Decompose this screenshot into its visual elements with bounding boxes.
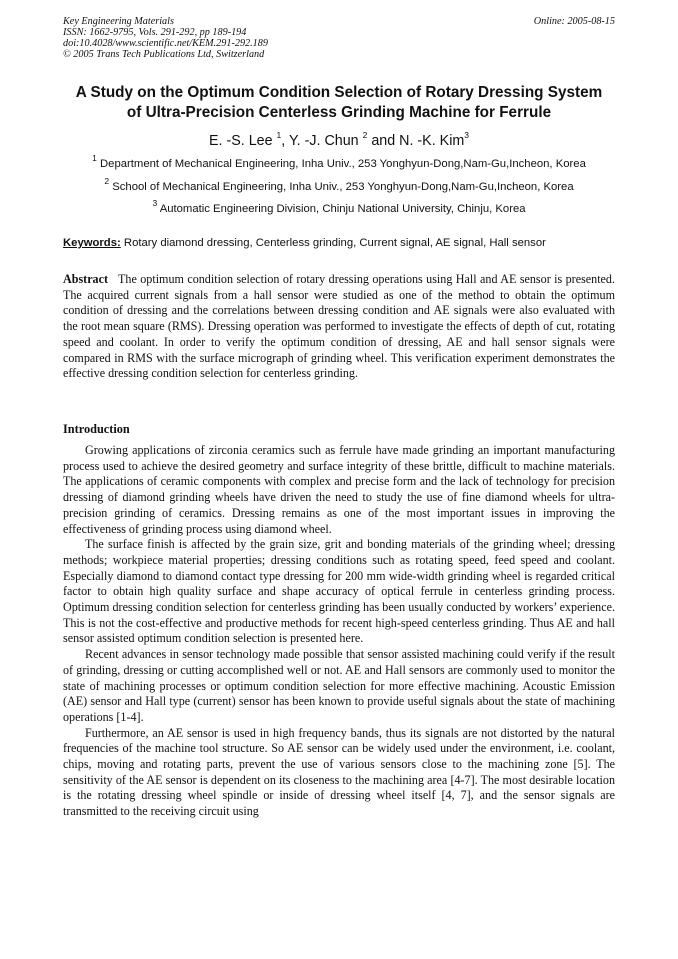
affiliation-3-text: Automatic Engineering Division, Chinju National University, Chinju, Korea bbox=[159, 203, 526, 215]
author-2-affiliation-mark: 2 bbox=[362, 130, 368, 141]
intro-paragraph-2: The surface finish is affected by the grain size, grit and bonding materials of the grinding wheel; dressing methods; workpiece material properties; dressing conditions such as rotating speed, feed speed and coolant. Especially diamond to diamond contact type dressing for 200 mm wide-width grinding wheel is regarded critical factor to obtain high quality surface and shape accuracy of optical ferrule in centerless grinding process. Optimum dressing condition selection for centerless grinding has been usually conducted by workers’ experience. This is not the cost-effective and productive methods for recent high-speed centerless grinding. Thus AE and hall sensor assisted optimum condition selection is presented here. bbox=[63, 537, 615, 646]
affiliation-3-mark: 3 bbox=[152, 198, 158, 209]
journal-name: Key Engineering Materials bbox=[63, 16, 174, 27]
title-line-1: A Study on the Optimum Condition Selection of Rotary Dressing System bbox=[75, 84, 603, 101]
intro-paragraph-4: Furthermore, an AE sensor is used in high frequency bands, thus its signals are not distorted by the natural frequencies of the machine tool structure. So AE sensor can be widely used under the environment, i.e. coolant, chips, moving and rotating parts, prevent the use of various sensors close to the machining zone [5]. The sensitivity of the AE sensor is dependent on its closeness to the machining area [4-7]. The most desirable location is the rotating dressing wheel spindle or inside of dressing wheel itself [4, 7], and the sensor signals are transmitted to the receiving circuit using bbox=[63, 725, 615, 819]
affiliation-2-text: School of Mechanical Engineering, Inha Univ., 253 Yonghyun-Dong,Nam-Gu,Incheon, Korea bbox=[112, 181, 574, 193]
keywords-colon: : bbox=[117, 237, 121, 249]
abstract-text: The optimum condition selection of rotary dressing operations using Hall and AE sensor is presented. The acquired current signals from a hall sensor were studied as one of the method to obtain the optimum condition of dressing and the correlations between dressing condition and AE signals were also evaluated with the root mean square (RMS). Dressing operation was performed to investigate the effects of depth of cut, rotating speed and coolant. In order to verify the optimum condition of dressing, AE and hall sensor signals were compared in RMS with the surface micrograph of grinding wheel. This verification experiment demonstrates the effective dressing condition selection for centerless grinding. bbox=[63, 272, 615, 381]
affiliation-3 bbox=[40, 198, 638, 217]
intro-paragraph-1: Growing applications of zirconia ceramics such as ferrule have made grinding an important manufacturing process used to achieve the desired geometry and surface integrity of these brittle, difficult to machine materials. The applications of ceramic components with complex and precise form and the lack of technology for precision dressing of diamond grinding wheels have driven the need to study the use of fine diamond wheels for ultra-precision grinding of ceramics. Dressing remains as one of the most important issues in improving the effectiveness of grinding process using diamond wheel. bbox=[63, 443, 615, 536]
author-1: E. -S. Lee bbox=[208, 133, 273, 149]
author-1-affiliation-mark: 1 bbox=[276, 130, 282, 141]
affiliation-2 bbox=[40, 176, 638, 195]
affiliation-1-text: Department of Mechanical Engineering, Inha Univ., 253 Yonghyun-Dong,Nam-Gu,Incheon, Korea bbox=[100, 158, 586, 170]
online-date: Online: 2005-08-15 bbox=[533, 16, 615, 27]
copyright-line: © 2005 Trans Tech Publications Ltd, Switzerland bbox=[63, 49, 265, 60]
issn-line: ISSN: 1662-9795, Vols. 291-292, pp 189-194 bbox=[63, 27, 247, 38]
keywords-text: Rotary diamond dressing, Centerless grinding, Current signal, AE signal, Hall sensor bbox=[120, 237, 546, 249]
affiliation-2-mark: 2 bbox=[104, 176, 110, 187]
author-2: Y. -J. Chun bbox=[288, 133, 359, 149]
introduction-body bbox=[63, 443, 615, 820]
author-3: N. -K. Kim bbox=[399, 133, 465, 149]
author-conjunction: and bbox=[367, 133, 400, 149]
abstract bbox=[63, 272, 615, 382]
paper-title bbox=[40, 83, 638, 123]
abstract-label: Abstract bbox=[63, 272, 109, 286]
author-list bbox=[40, 131, 638, 151]
affiliation-1-mark: 1 bbox=[92, 153, 97, 164]
affiliation-1 bbox=[40, 153, 638, 172]
intro-paragraph-3: Recent advances in sensor technology made possible that sensor assisted machining could verify if the result of grinding, dressing or cutting accomplished well or not. AE and Hall sensors are commonly used to monitor the state of machining processes or optimum condition selection for more effective machining. Acoustic Emission (AE) sensor and Hall type (current) sensor has been known to provide useful signals about the state of machining operations [1-4]. bbox=[63, 647, 615, 724]
keywords-line bbox=[63, 235, 623, 251]
keywords-label: Keywords bbox=[63, 237, 117, 249]
doi-line: doi:10.4028/www.scientific.net/KEM.291-292.189 bbox=[63, 38, 268, 49]
author-3-affiliation-mark: 3 bbox=[464, 130, 470, 141]
title-line-2: of Ultra-Precision Centerless Grinding Machine for Ferrule bbox=[126, 104, 552, 121]
introduction-heading: Introduction bbox=[63, 422, 130, 436]
journal-header bbox=[63, 16, 615, 60]
author-separator: , bbox=[281, 133, 289, 149]
